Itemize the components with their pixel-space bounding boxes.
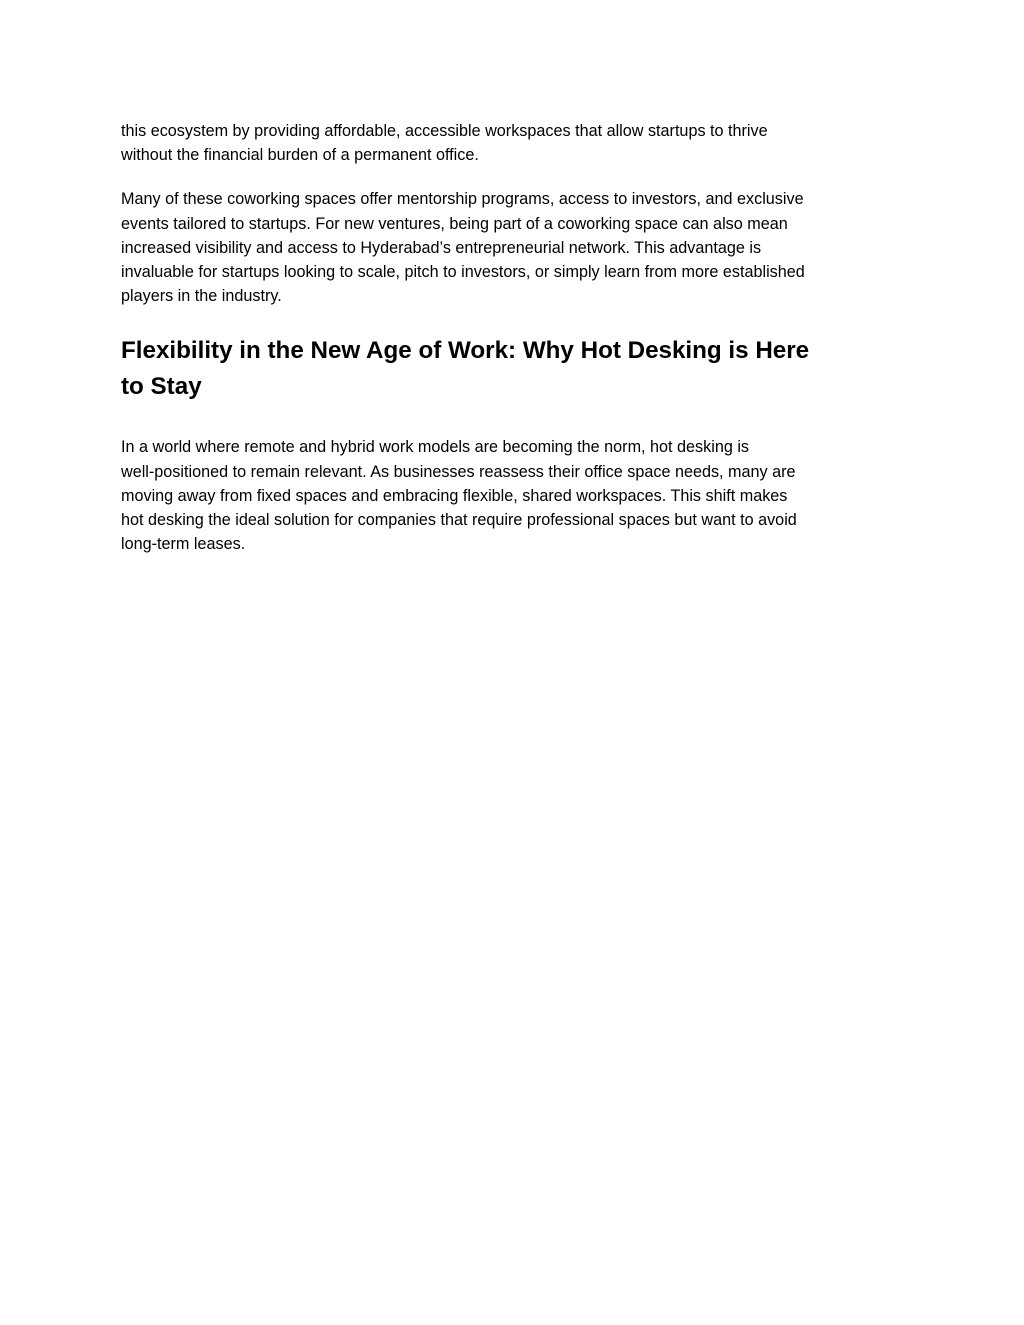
paragraph-line: increased visibility and access to Hyderabad’s entrepreneurial network. This advantage is [121,238,762,257]
paragraph-ecosystem [121,119,906,167]
document-page [121,119,906,556]
paragraph-line: hot desking the ideal solution for companies that require professional spaces but want to avoid [121,511,797,530]
paragraph-line: well-positioned to remain relevant. As businesses reassess their office space needs, many are [121,462,796,481]
heading-line: Flexibility in the New Age of Work: Why Hot Desking is Here [121,337,810,365]
heading-line: to Stay [121,373,202,401]
paragraph-line: In a world where remote and hybrid work models are becoming the norm, hot desking is [121,438,750,457]
paragraph-line: events tailored to startups. For new ventures, being part of a coworking space can also mean [121,214,788,233]
paragraph-line: without the financial burden of a permanent office. [121,146,479,165]
paragraph-line: this ecosystem by providing affordable, accessible workspaces that allow startups to thrive [121,122,768,140]
paragraph-hot-desking [121,435,906,556]
paragraph-line: players in the industry. [121,287,282,306]
section-heading [121,333,906,405]
paragraph-line: Many of these coworking spaces offer mentorship programs, access to investors, and exclusive [121,190,804,209]
paragraph-line: moving away from fixed spaces and embracing flexible, shared workspaces. This shift makes [121,486,788,505]
paragraph-line: long-term leases. [121,535,246,554]
paragraph-mentorship [121,187,906,308]
paragraph-line: invaluable for startups looking to scale, pitch to investors, or simply learn from more established [121,263,805,282]
